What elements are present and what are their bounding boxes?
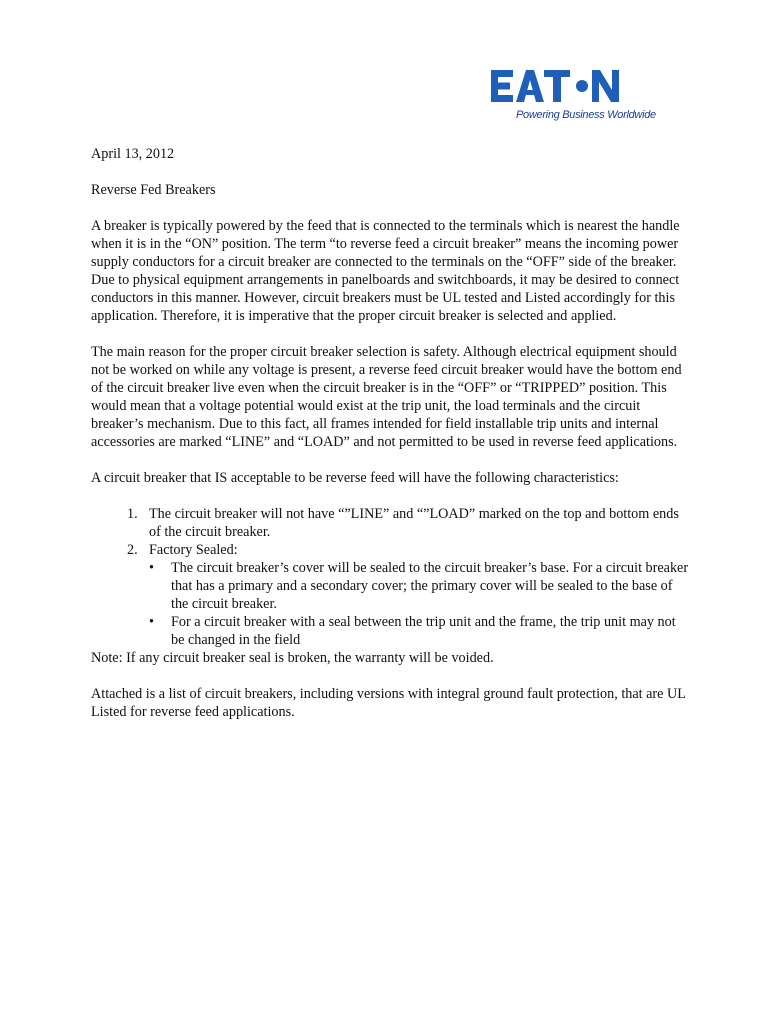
- paragraph-definition: A breaker is typically powered by the feed that is connected to the terminals which is nearest the handle when it is in the “ON” position. The term “to reverse feed a circuit breaker” means the incoming power supply conductors for a circuit breaker are connected to the terminals on the “OFF” side of the breaker. Due to physical equipment arrangements in panelboards and switchboards, it may be desired to connect conductors in this manner. However, circuit breakers must be UL tested and Listed accordingly for this application. Therefore, it is imperative that the proper circuit breaker is selected and applied.: [91, 218, 680, 324]
- letter-date: April 13, 2012: [91, 146, 175, 162]
- letter-subject: Reverse Fed Breakers: [91, 182, 216, 198]
- letter-body: [91, 145, 691, 739]
- list-item-text: Factory Sealed:: [149, 542, 238, 558]
- paragraph-attachment: Attached is a list of circuit breakers, including versions with integral ground fault protection, that are UL Listed for reverse feed applications.: [91, 686, 686, 720]
- warranty-note: Note: If any circuit breaker seal is broken, the warranty will be voided.: [91, 650, 494, 666]
- list-item: [149, 505, 691, 541]
- list-item-text: The circuit breaker will not have “”LINE” and “”LOAD” marked on the top and bottom ends of the circuit breaker.: [149, 506, 679, 540]
- factory-sealed-sublist: [149, 559, 691, 649]
- paragraph-characteristics-intro: A circuit breaker that IS acceptable to be reverse feed will have the following characteristics:: [91, 470, 619, 486]
- company-tagline: Powering Business Worldwide: [516, 109, 656, 121]
- characteristics-list: [91, 505, 691, 649]
- sub-list-item: • For a circuit breaker with a seal between the trip unit and the frame, the trip unit may not be changed in the field: [171, 613, 691, 649]
- sub-list-item: • The circuit breaker’s cover will be sealed to the circuit breaker’s base. For a circuit breaker that has a primary and a secondary cover; the primary cover will be sealed to the base of the circuit breaker.: [171, 559, 691, 613]
- paragraph-safety: The main reason for the proper circuit breaker selection is safety. Although electrical equipment should not be worked on while any voltage is present, a reverse feed circuit breaker would have the bottom end of the circuit breaker live even when the circuit breaker is in the “OFF” or “TRIPPED” position. This would mean that a voltage potential would exist at the trip unit, the load terminals and the circuit breaker’s mechanism. Due to this fact, all frames intended for field installable trip units and internal accessories are marked “LINE” and “LOAD” and not permitted to be used in reverse feed applications.: [91, 344, 682, 450]
- list-item: [149, 541, 691, 649]
